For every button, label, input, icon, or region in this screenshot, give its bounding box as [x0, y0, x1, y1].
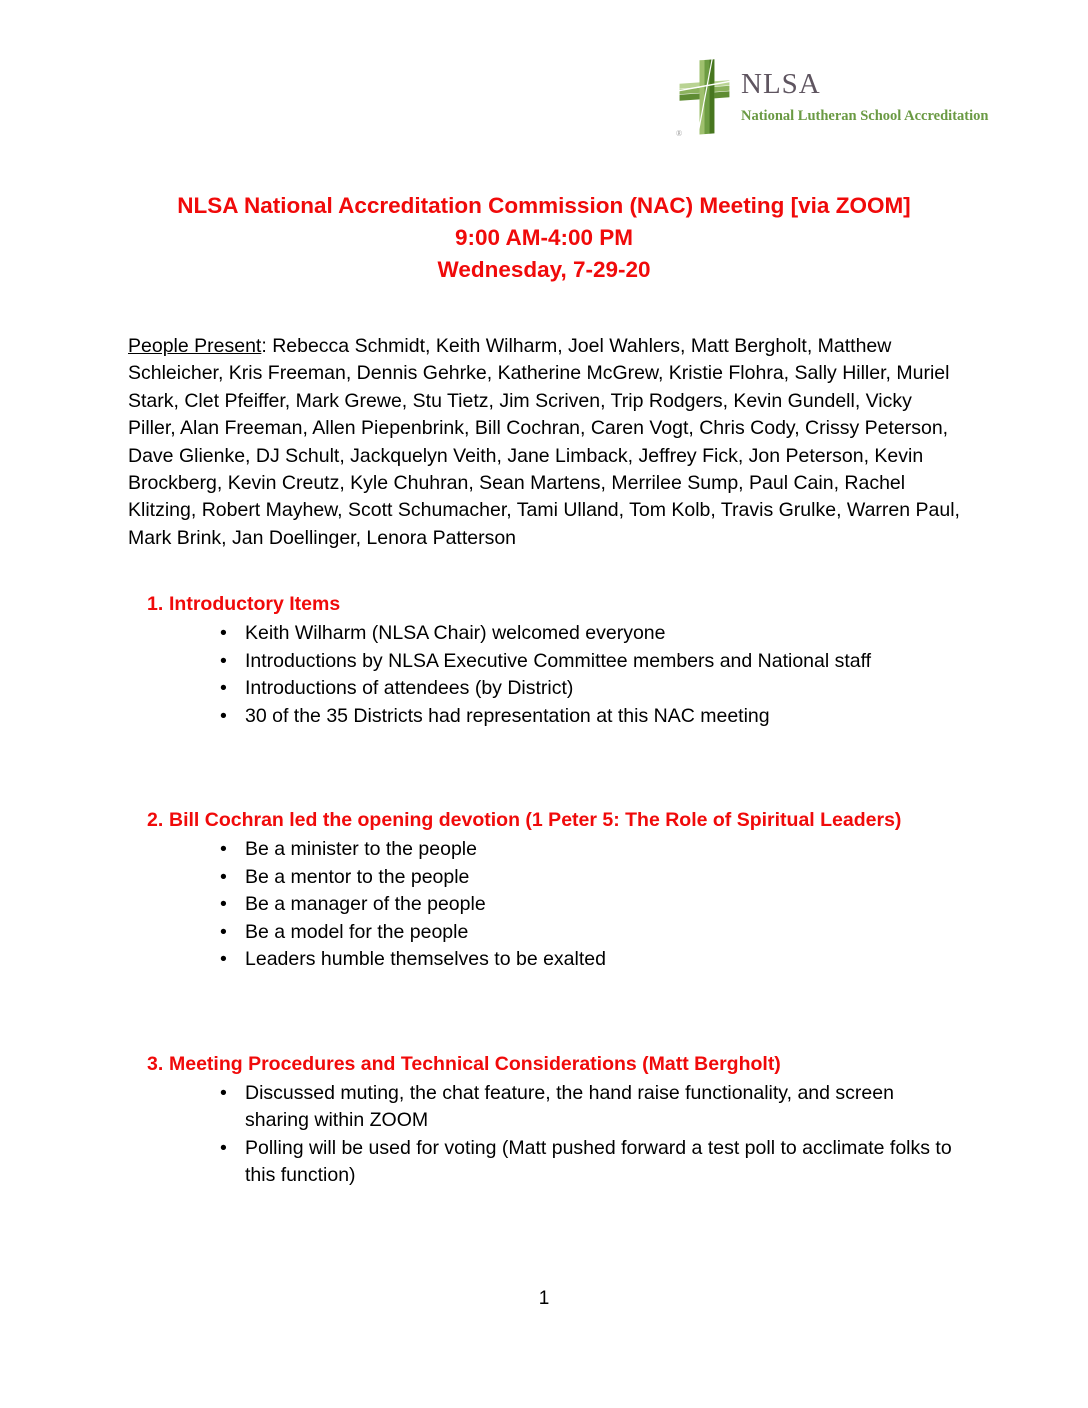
bullet-item: • Leaders humble themselves to be exalted [128, 946, 960, 974]
section-heading [128, 590, 1008, 618]
bullet-item: • Be a manager of the people [128, 891, 960, 919]
bullet-item: • Discussed muting, the chat feature, the hand raise functionality, and screen sharing within ZOOM [128, 1080, 960, 1135]
people-present-colon: : [261, 335, 267, 357]
page-footer [0, 1288, 1088, 1310]
bullet-item: • Be a minister to the people [128, 836, 960, 864]
section-number: 2. [147, 809, 164, 831]
people-present-paragraph [128, 333, 961, 552]
people-present-label: People Present [128, 335, 262, 357]
agenda-section [128, 806, 1008, 974]
nlsa-cross-icon [676, 58, 734, 140]
section-title: Bill Cochran led the opening devotion (1 Peter 5: The Role of Spiritual Leaders) [169, 809, 902, 831]
bullet-list [128, 836, 1008, 974]
agenda-section [128, 590, 1008, 730]
logo-tagline: National Lutheran School Accreditation [741, 108, 989, 124]
people-present-names: Rebecca Schmidt, Keith Wilharm, Joel Wahlers, Matt Bergholt, Matthew Schleicher, Kris Freeman, Dennis Gehrke, Katherine McGrew, Kristie Flohra, Sally Hiller, Muriel Stark, Clet Pfeiffer, Mark Grewe, Stu Tietz, Jim Scriven, Trip Rodgers, Kevin Gundell, Vicky Piller, Alan Freeman, Allen Piepenbrink, Bill Cochran, Caren Vogt, Chris Cody, Crissy Peterson, Dave Glienke, DJ Schult, Jackquelyn Veith, Jane Limback, Jeffrey Fick, Jon Peterson, Kevin Brockberg, Kevin Creutz, Kyle Chuhran, Sean Martens, Merrilee Sump, Paul Cain, Rachel Klitzing, Robert Mayhew, Scott Schumacher, Tami Ulland, Tom Kolb, Travis Grulke, Warren Paul, Mark Brink, Jan Doellinger, Lenora Patterson [128, 335, 960, 549]
bullet-item: • Be a model for the people [128, 919, 960, 947]
page-number: 1 [538, 1288, 550, 1309]
bullet-item: • Keith Wilharm (NLSA Chair) welcomed everyone [128, 620, 960, 648]
sections [128, 590, 1008, 1266]
bullet-item: • Introductions by NLSA Executive Committee members and National staff [128, 648, 960, 676]
meeting-title-date: Wednesday, 7-29-20 [437, 257, 651, 282]
meeting-title-block [0, 190, 1088, 286]
section-heading [128, 806, 1008, 834]
bullet-item: • 30 of the 35 Districts had representation at this NAC meeting [128, 703, 960, 731]
meeting-title-time: 9:00 AM-4:00 PM [455, 225, 633, 250]
section-title: Meeting Procedures and Technical Considerations (Matt Bergholt) [169, 1052, 781, 1075]
bullet-item: • Be a mentor to the people [128, 864, 960, 892]
logo-acronym: NLSA [741, 68, 821, 100]
bullet-item: • Introductions of attendees (by District) [128, 675, 960, 703]
bullet-list [128, 1080, 1008, 1190]
agenda-section [128, 1050, 1008, 1190]
nlsa-logo [676, 58, 988, 140]
section-title: Introductory Items [169, 593, 341, 615]
bullet-item: • Polling will be used for voting (Matt pushed forward a test poll to acclimate folks to this function) [128, 1135, 960, 1190]
section-number: 3. [147, 1052, 164, 1075]
registered-trademark-icon: ® [676, 129, 683, 138]
section-heading [128, 1050, 1008, 1078]
meeting-title-line1: NLSA National Accreditation Commission (NAC) Meeting [via ZOOM] [177, 193, 911, 218]
logo-text [734, 58, 988, 125]
section-number: 1. [147, 593, 164, 615]
bullet-list [128, 620, 1008, 730]
